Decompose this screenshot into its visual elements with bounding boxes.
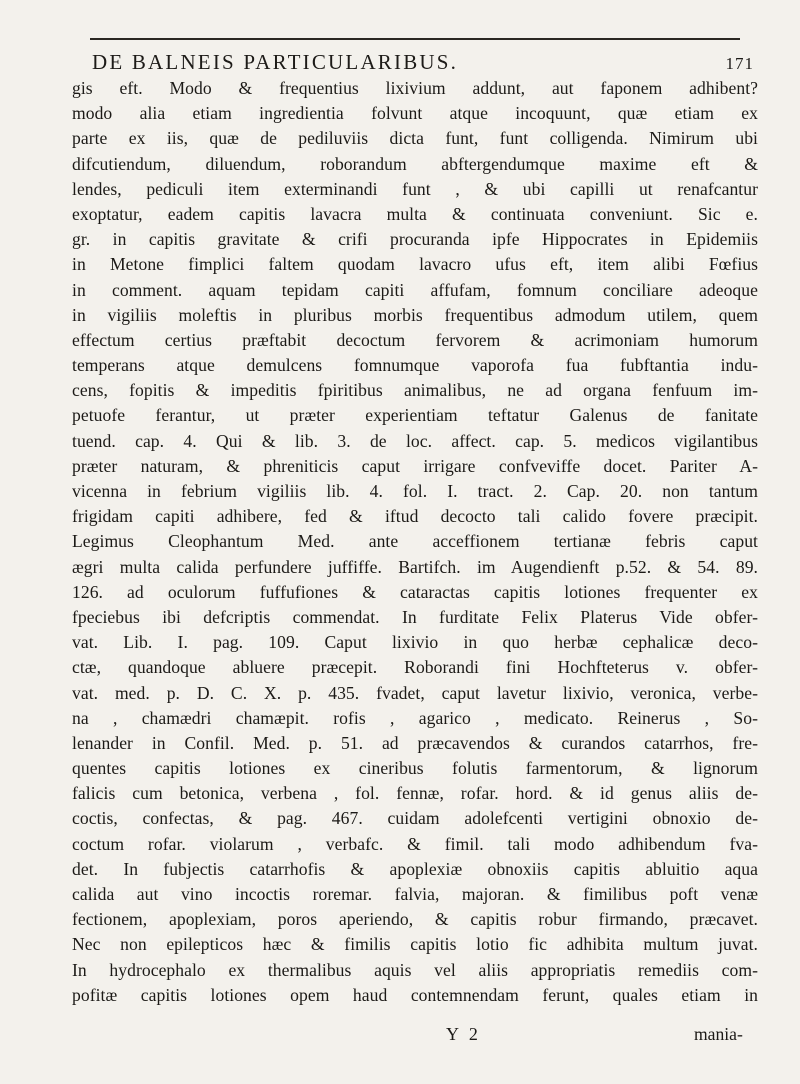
text-line: falicis cum betonica, verbena , fol. fennæ, rofar. hord. & id genus aliis de- [72, 783, 758, 804]
text-line: det. In fubjectis catarrhofis & apoplexiæ obnoxiis capitis abluitio aqua [72, 858, 758, 879]
header-rule [90, 38, 740, 40]
text-line: vat. Lib. I. pag. 109. Caput lixivio in quo herbæ cephalicæ deco- [72, 632, 758, 653]
text-line: quentes capitis lotiones ex cineribus folutis farmentorum, & lignorum [72, 758, 758, 779]
text-line: gis eft. Modo & frequentius lixivium addunt, aut faponem adhibent? [72, 78, 758, 98]
body-text [72, 76, 758, 1008]
text-line: pofitæ capitis lotiones opem haud contemnendam ferunt, quales etiam in [72, 984, 758, 1005]
text-line: 126. ad oculorum fuffufiones & cataractas capitis lotiones frequenter ex [72, 581, 758, 602]
text-line: vat. med. p. D. C. X. p. 435. fvadet, caput lavetur lixivio, veronica, verbe- [72, 682, 758, 703]
text-line: cens, fopitis & impeditis fpiritibus animalibus, ne ad organa fenfuum im- [72, 380, 758, 401]
text-line: tuend. cap. 4. Qui & lib. 3. de loc. affect. cap. 5. medicos vigilantibus [72, 430, 758, 451]
text-line: vicenna in febrium vigiliis lib. 4. fol. I. tract. 2. Cap. 20. non tantum [72, 481, 758, 501]
text-line: na , chamædri chamæpit. rofis , agarico , medicato. Reinerus , So- [72, 707, 758, 728]
text-line: lendes, pediculi item exterminandi funt , & ubi capilli ut renafcantur [72, 178, 758, 199]
text-line: coctis, confectas, & pag. 467. cuidam adolefcenti vertigini obnoxio de- [72, 808, 758, 829]
page-number: 171 [725, 54, 754, 73]
text-line: præter naturam, & phreniticis caput irrigare confveviffe docet. Pariter A- [72, 455, 758, 476]
running-title: DE BALNEIS PARTICULARIBUS. [92, 50, 459, 74]
text-line: In hydrocephalo ex thermalibus aquis vel aliis appropriatis remediis com- [72, 959, 758, 980]
text-line: petuofe ferantur, ut præter experientiam teftatur Galenus de fanitate [72, 405, 758, 426]
text-line: calida aut vino incoctis roremar. falvia, majoran. & fimilibus poft venæ [72, 884, 758, 904]
text-line: gr. in capitis gravitate & crifi procuranda ipfe Hippocrates in Epidemiis [72, 229, 758, 250]
page-header [60, 28, 770, 72]
text-line: coctum rofar. violarum , verbafc. & fimil. tali modo adhibendum fva- [72, 833, 758, 854]
text-line: fectionem, apoplexiam, poros aperiendo, & capitis robur firmando, præcavet. [72, 909, 758, 930]
text-line: ægri multa calida perfundere juffiffe. Bartifch. im Augendienft p.52. & 54. 89. [72, 556, 758, 577]
text-line: ctæ, quandoque abluere præcepit. Roborandi fini Hochfteterus v. obfer- [72, 657, 758, 678]
signature-mark: Y 2 [446, 1024, 481, 1044]
text-line: temperans atque demulcens fomnumque vaporofa fua fubftantia indu- [72, 355, 758, 376]
text-line: in Metone fimplici faltem quodam lavacro ufus eft, item alibi Fœfius [72, 254, 758, 275]
text-line: exoptatur, eadem capitis lavacra multa & continuata conveniunt. Sic e. [72, 203, 758, 224]
text-line: Legimus Cleophantum Med. ante acceffionem tertianæ febris caput [72, 531, 758, 552]
text-line: difcutiendum, diluendum, roborandum abftergendumque maxime eft & [72, 153, 758, 174]
text-line: modo alia etiam ingredientia folvunt atque incoquunt, quæ etiam ex [72, 103, 758, 124]
text-line: fpeciebus ibi defcriptis commendat. In furditate Felix Platerus Vide obfer- [72, 606, 758, 627]
text-line: lenander in Confil. Med. p. 51. ad præcavendos & curandos catarrhos, fre- [72, 732, 758, 753]
text-line: effectum certius præftabit decoctum fervorem & acrimoniam humorum [72, 329, 758, 350]
text-line: parte ex iis, quæ de pediluviis dicta funt, funt colligenda. Nimirum ubi [72, 128, 758, 149]
text-line: in vigiliis moleftis in pluribus morbis frequentibus admodum utilem, quem [72, 304, 758, 325]
text-line: in comment. aquam tepidam capiti affufam, fomnum conciliare adeoque [72, 279, 758, 300]
catchword: mania- [694, 1024, 743, 1044]
text-line: Nec non epilepticos hæc & fimilis capitis lotio fic adhibita multum juvat. [72, 934, 758, 955]
text-line: frigidam capiti adhibere, fed & iftud decocto tali calido fovere præcipit. [72, 506, 758, 527]
